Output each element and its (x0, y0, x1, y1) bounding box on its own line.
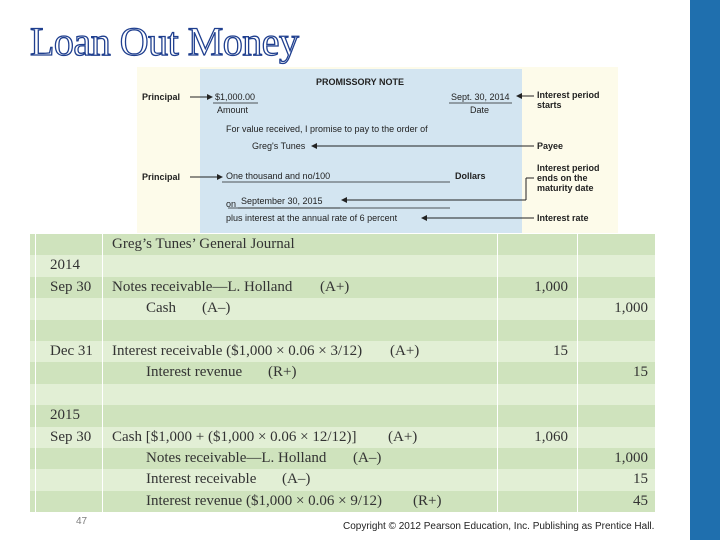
note-amount: $1,000.00 (215, 92, 256, 102)
journal-effect-tag: (A–) (202, 300, 231, 317)
journal-row (30, 277, 655, 298)
journal-credit: 15 (633, 364, 648, 381)
journal-row (30, 491, 655, 512)
journal-credit: 1,000 (614, 450, 648, 466)
note-payee: Greg's Tunes (252, 141, 306, 151)
callout-payee: Payee (537, 141, 564, 151)
journal-date: 2014 (50, 257, 80, 274)
journal-credit: 1,000 (614, 300, 648, 317)
column-divider (497, 234, 498, 512)
callout-principal-1: Principal (142, 92, 181, 102)
note-dollars: Dollars (455, 171, 486, 181)
column-divider (35, 234, 36, 512)
journal-account: Notes receivable—L. Holland (146, 450, 327, 466)
note-maturity: September 30, 2015 (241, 196, 323, 206)
journal-account: Cash [$1,000 + ($1,000 × 0.06 × 12/12)] (112, 428, 357, 445)
journal-title: Greg’s Tunes’ General Journal (112, 236, 295, 252)
copyright-notice: Copyright © 2012 Pearson Education, Inc. Publishing as Prentice Hall. (343, 521, 655, 532)
slide-title: Loan Out Money (30, 19, 299, 64)
journal-account: Interest receivable ($1,000 × 0.06 × 3/12) (112, 343, 363, 359)
note-promise: For value received, I promise to pay to the order of (226, 124, 428, 134)
journal-effect-tag: (R+) (413, 492, 442, 509)
journal-row (30, 384, 655, 405)
journal-account: Interest receivable (146, 471, 257, 488)
journal-row (30, 469, 655, 490)
journal-row (30, 255, 655, 276)
column-divider (102, 234, 103, 512)
journal-header-row (30, 234, 655, 255)
general-journal-table (30, 234, 655, 512)
note-interest-line: plus interest at the annual rate of 6 percent (226, 213, 398, 223)
callout-principal-2: Principal (142, 172, 181, 182)
column-divider (577, 234, 578, 512)
journal-date: Sep 30 (50, 428, 92, 445)
journal-date: Dec 31 (50, 343, 93, 359)
journal-credit: 15 (633, 471, 648, 488)
journal-account: Interest revenue ($1,000 × 0.06 × 9/12) (146, 492, 383, 509)
callout-period-ends: Interest period ends on the maturity date (537, 163, 600, 193)
journal-row (30, 405, 655, 426)
journal-row (30, 362, 655, 383)
journal-effect-tag: (A–) (353, 450, 382, 466)
note-amount-words: One thousand and no/100 (226, 171, 331, 181)
journal-account: Interest revenue (146, 364, 243, 381)
callout-rate: Interest rate (537, 213, 589, 223)
journal-account: Notes receivable—L. Holland (112, 278, 293, 295)
journal-debit: 1,060 (534, 428, 568, 445)
journal-credit: 45 (633, 492, 648, 509)
callout-period-starts: Interest period starts (537, 90, 600, 110)
journal-debit: 1,000 (534, 278, 568, 295)
journal-debit: 15 (553, 343, 568, 359)
journal-row (30, 341, 655, 362)
journal-row (30, 427, 655, 448)
journal-row (30, 320, 655, 341)
note-date-label: Date (470, 105, 490, 115)
journal-row (30, 448, 655, 469)
journal-date: Sep 30 (50, 278, 92, 295)
note-date: Sept. 30, 2014 (451, 92, 510, 102)
note-on-label: on (226, 199, 237, 209)
journal-effect-tag: (A–) (282, 471, 311, 488)
journal-effect-tag: (R+) (268, 364, 297, 381)
journal-effect-tag: (A+) (390, 343, 420, 359)
note-amount-label: Amount (217, 105, 249, 115)
journal-effect-tag: (A+) (320, 278, 350, 295)
journal-row (30, 298, 655, 319)
page-number: 47 (76, 516, 88, 527)
journal-effect-tag: (A+) (388, 428, 418, 445)
journal-account: Cash (146, 300, 176, 317)
journal-date: 2015 (50, 407, 80, 424)
note-heading: PROMISSORY NOTE (316, 77, 405, 87)
